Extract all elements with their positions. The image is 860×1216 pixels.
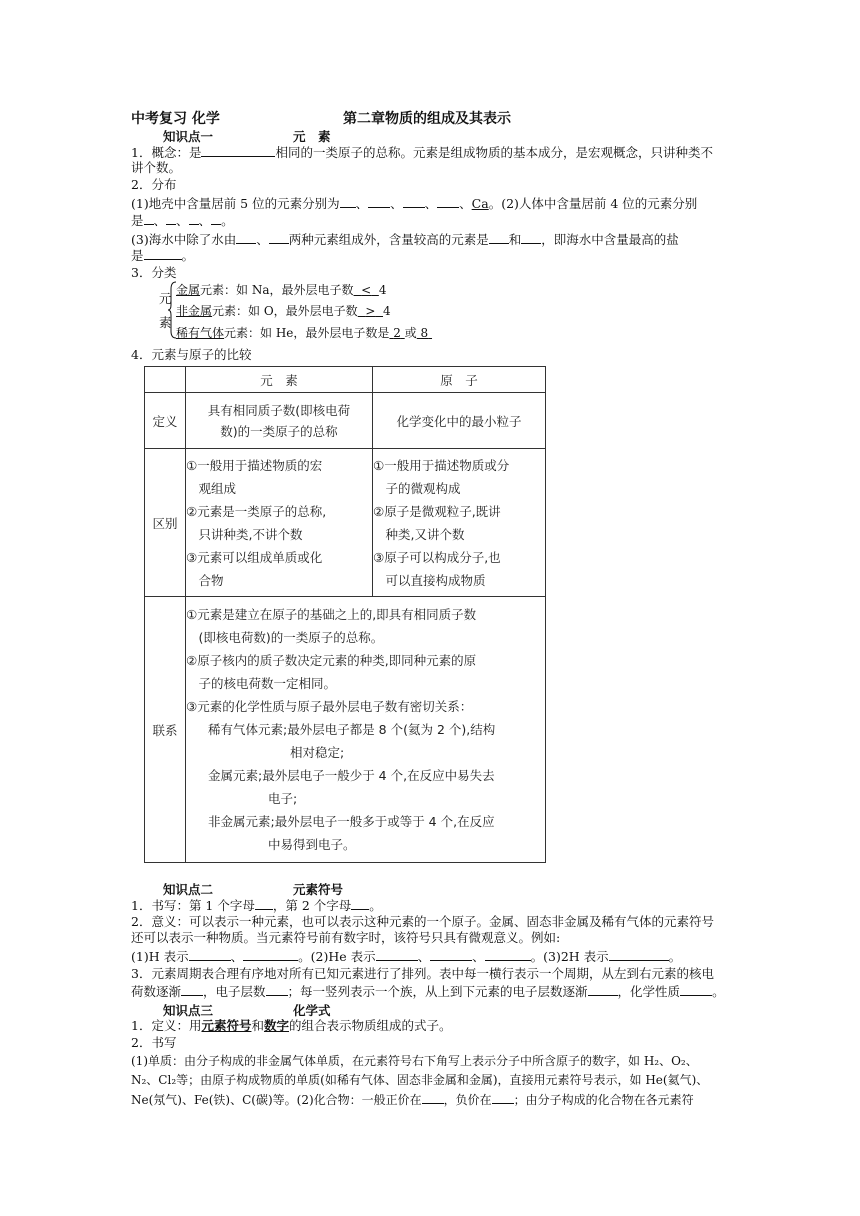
comparison-heading: 4．元素与原子的比较: [131, 347, 252, 362]
classification-char-su: 素: [159, 315, 172, 330]
text: 非金属元素;最外层电子一般多于或等于 4 个,在反应: [208, 814, 495, 829]
kp3-topic: 化学式: [293, 1003, 331, 1018]
periodic-line-1: 3．元素周期表合理有序地对所有已知元素进行了排列。表中每一横行表示一个周期，从左到右元素的核电: [131, 966, 714, 981]
text: 、: [417, 949, 431, 964]
text: 。: [668, 949, 682, 964]
class-metal: [176, 281, 386, 298]
text: 可以直接构成物质: [373, 572, 486, 588]
text: (1)H 表示: [131, 949, 189, 964]
chapter-title: 第二章物质的组成及其表示: [343, 111, 511, 127]
text: 电子;: [268, 791, 298, 806]
text: 和: [508, 232, 522, 247]
text: 金属元素;最外层电子一般少于 4 个,在反应中易失去: [208, 768, 495, 783]
text: 、: [230, 949, 244, 964]
text: 稀有气体: [176, 326, 225, 340]
text: 种类,又讲个数: [373, 526, 465, 542]
formula-writing-heading: 2．书写: [131, 1035, 177, 1050]
diff-atom-cell: [373, 449, 546, 597]
text: 是: [131, 248, 144, 263]
text: 非金属: [176, 304, 213, 318]
text: 元素：如 He，最外层电子数是: [224, 326, 390, 340]
text: 4: [383, 304, 391, 318]
text: ②原子是微观粒子,既讲: [373, 503, 501, 519]
text: ③元素的化学性质与原子最外层电子数有密切关系：: [186, 699, 473, 714]
distribution-line-1: (1)地壳中含量居前 5 位的元素分别为 、 、 、 、Ca。(2)人体中含量居前 4 位的元素分别: [131, 196, 698, 211]
col-header-element: 元 素: [186, 367, 373, 393]
text: 合物: [186, 572, 224, 588]
text: 数字: [263, 1018, 289, 1033]
text: 4: [378, 283, 387, 297]
text: 。: [712, 984, 725, 999]
text: 金属: [176, 283, 201, 297]
formula-writing-line-2: N₂、Cl₂等；由原子构成物质的单质(如稀有气体、固态非金属和金属)，直接用元素符号表示，如 He(氦气)、: [131, 1073, 709, 1087]
text: 和: [251, 1018, 264, 1033]
table-row-definition: [145, 393, 546, 449]
meaning-line-3: [131, 948, 731, 965]
table-row-difference: [145, 449, 546, 597]
meaning-line-2: 还可以表示一种物质。当元素符号前有数字时，该符号只具有微观意义。例如:: [131, 930, 561, 945]
text: 。(2)人体中含量居前 4 位的元素分别: [488, 196, 698, 211]
row-label-definition: 定义: [145, 393, 186, 449]
nonmetal-symbol: >: [365, 304, 376, 318]
text: ②原子核内的质子数决定元素的种类,即同种元素的原: [186, 653, 477, 668]
text: ，负价在: [443, 1093, 492, 1107]
text: 具有相同质子数(即核电荷: [207, 402, 351, 418]
blank: [201, 144, 275, 157]
text: (3)海水中除了水由: [131, 232, 237, 247]
text: 相对稳定;: [290, 745, 345, 760]
text: 子的微观构成: [373, 480, 461, 496]
class-noble: [176, 324, 432, 341]
formula-writing-line-3: [131, 1091, 731, 1108]
symbol-writing-line: [131, 897, 731, 914]
text: Ne(氖气)、Fe(铁)、C(碳)等。(2)化合物：一般正价在: [131, 1093, 422, 1107]
text: ，即海水中含量最高的盐: [541, 232, 679, 247]
classification-char-yuan: 元: [159, 291, 172, 306]
kp1-topic: 元 素: [293, 129, 331, 144]
relation-cell: [186, 597, 546, 863]
table-corner: [145, 367, 186, 393]
text: ①一般用于描述物质或分: [373, 457, 510, 473]
def-element-cell: [186, 393, 373, 449]
text: 稀有气体元素;最外层电子都是 8 个(氦为 2 个),结构: [208, 722, 496, 737]
formula-definition-line: [131, 1018, 731, 1034]
noble-8: 8: [420, 326, 429, 340]
ca-text: Ca: [471, 196, 489, 211]
text: 相同的一类原子的总称。元素是组成物质的基本成分，是宏观概念，只讲种类不: [275, 145, 713, 160]
text: 观组成: [186, 480, 237, 496]
text: ③原子可以构成分子,也: [373, 549, 501, 565]
distribution-line-3: (3)海水中除了水由 、 两种元素组成外，含量较高的元素是 和 ，即海水中含量最高的盐: [131, 232, 679, 247]
kp2-topic: 元素符号: [293, 882, 344, 897]
text: ，电子层数: [203, 984, 266, 999]
text: 元素：如 Na，最外层电子数: [200, 283, 354, 297]
text: 是: [131, 213, 144, 228]
text: 1．定义：用: [131, 1018, 202, 1033]
def-atom-cell: 化学变化中的最小粒子: [373, 393, 546, 449]
text: ①一般用于描述物质的宏: [186, 457, 323, 473]
diff-element-cell: [186, 449, 373, 597]
metal-symbol: <: [361, 283, 372, 297]
text: ①元素是建立在原子的基础之上的,即具有相同质子数: [186, 607, 477, 622]
kp3-label: 知识点三: [163, 1003, 214, 1018]
row-label-relation: 联系: [145, 597, 186, 863]
course-title: 中考复习 化学: [131, 111, 220, 127]
text: ；每一竖列表示一个族，从上到下元素的电子层数逐渐: [287, 984, 588, 999]
periodic-line-2: [131, 983, 731, 1000]
text: 的组合表示物质组成的式子。: [289, 1018, 452, 1033]
text: (即核电荷数)的一类原子的总称。: [186, 630, 384, 645]
classification-heading: 3．分类: [131, 265, 177, 280]
text: 两种元素组成外，含量较高的元素是: [288, 232, 489, 247]
class-nonmetal: [176, 302, 391, 319]
text: ，化学性质: [617, 984, 681, 999]
kp2-label: 知识点二: [163, 882, 214, 897]
text: ②元素是一类原子的总称,: [186, 503, 327, 519]
text: 1．概念：是: [131, 145, 202, 160]
formula-writing-line-1: (1)单质：由分子构成的非金属气体单质，在元素符号右下角写上表示分子中所含原子的数字，如 H₂、O₂、: [131, 1054, 698, 1068]
row-label-difference: 区别: [145, 449, 186, 597]
concept-line-2: 讲个数。: [131, 160, 182, 175]
text: 、: [472, 949, 485, 964]
text: 。(2)He 表示: [298, 949, 376, 964]
text: ③元素可以组成单质或化: [186, 549, 323, 565]
col-header-atom: 原 子: [373, 367, 546, 393]
text: 荷数逐渐: [131, 984, 182, 999]
text: (1)地壳中含量居前 5 位的元素分别为: [131, 196, 340, 211]
distribution-heading: 2．分布: [131, 177, 177, 192]
kp1-label: 知识点一: [163, 129, 214, 144]
text: 元素符号: [201, 1018, 252, 1033]
distribution-line-4: 是 。: [131, 248, 195, 263]
meaning-line-1: 2．意义：可以表示一种元素，也可以表示这种元素的一个原子。金属、固态非金属及稀有气体的元素符号: [131, 914, 714, 929]
noble-2: 2: [393, 326, 401, 340]
text: 。: [369, 898, 382, 913]
comparison-table: [144, 366, 546, 863]
text: 元素：如 O，最外层电子数: [212, 304, 358, 318]
text: 只讲种类,不讲个数: [186, 526, 303, 542]
text: 数)的一类原子的总称: [220, 423, 338, 439]
text: ，第 2 个字母: [272, 898, 352, 913]
text: 中易得到电子。: [268, 837, 356, 852]
text: 。(3)2H 表示: [530, 949, 609, 964]
concept-line-1: [131, 144, 731, 161]
text: 或: [404, 326, 417, 340]
table-header-row: [145, 367, 546, 393]
text: 子的核电荷数一定相同。: [186, 676, 337, 691]
table-row-relation: [145, 597, 546, 863]
text: 1．书写：第 1 个字母: [131, 898, 255, 913]
distribution-line-2: 是 、 、 、 。: [131, 213, 234, 228]
text: ；由分子构成的化合物在各元素符: [513, 1093, 694, 1107]
